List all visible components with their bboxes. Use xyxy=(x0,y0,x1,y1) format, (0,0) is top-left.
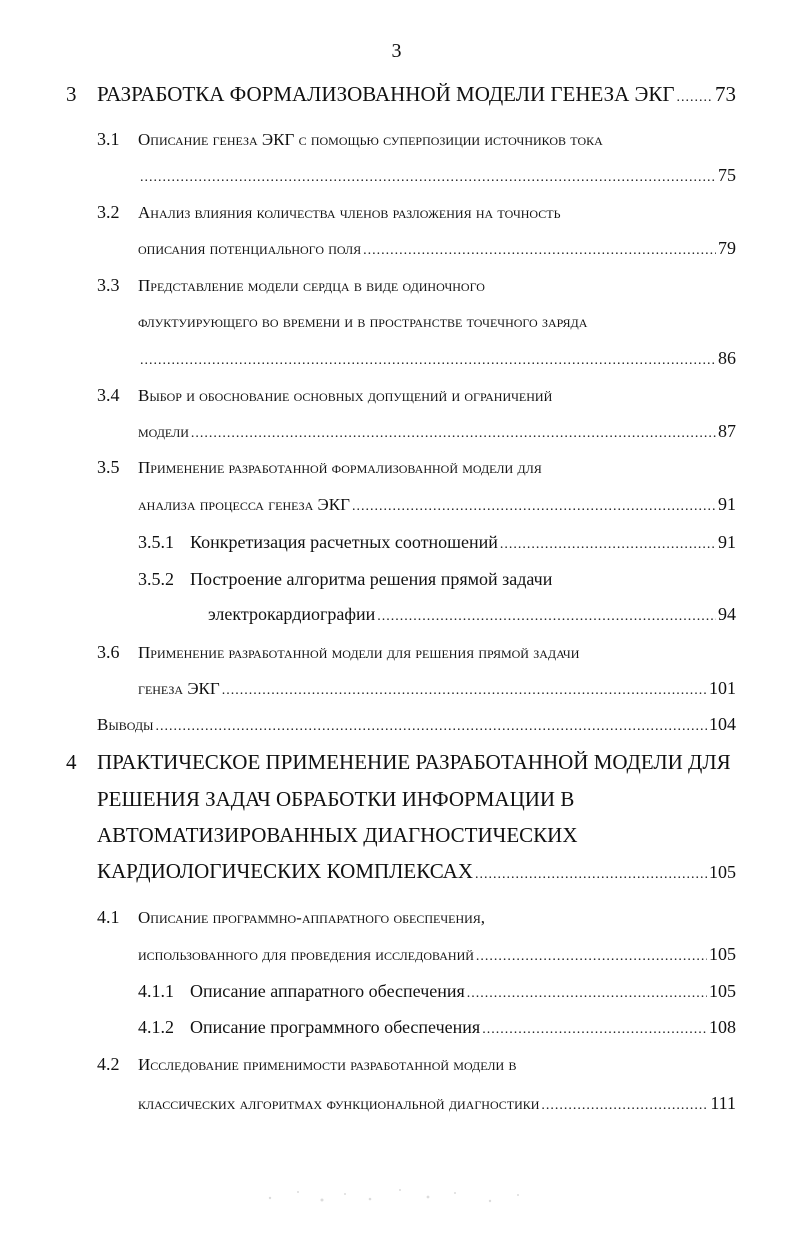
toc-title-cont: классических алгоритмах функциональной диагностики xyxy=(138,1094,540,1113)
toc-page: 75 xyxy=(718,165,736,185)
toc-number: 3.4 xyxy=(97,385,120,405)
toc-title: Описание аппаратного обеспечения xyxy=(190,981,465,1001)
toc-title: Выводы xyxy=(97,715,154,734)
toc-title-cont: использованного для проведения исследований xyxy=(138,945,474,964)
toc-number: 3.2 xyxy=(97,202,120,222)
toc-page: 104 xyxy=(709,714,736,734)
dot-leader xyxy=(500,538,716,552)
dot-leader xyxy=(352,500,716,514)
dot-leader xyxy=(475,868,707,882)
dot-leader xyxy=(482,1023,707,1037)
dot-leader xyxy=(377,610,716,624)
toc-title: Конкретизация расчетных соотношений xyxy=(190,532,498,552)
scan-noise-decoration xyxy=(250,1180,550,1210)
toc-title: Анализ влияния количества членов разложения на точность xyxy=(138,203,561,222)
toc-page: 73 xyxy=(715,82,736,106)
dot-leader xyxy=(541,1099,708,1113)
toc-number: 3.6 xyxy=(97,642,120,662)
toc-number: 3 xyxy=(66,82,77,106)
toc-page: 105 xyxy=(709,981,736,1001)
dot-leader xyxy=(677,91,713,105)
toc-number: 3.1 xyxy=(97,129,120,149)
toc-page: 111 xyxy=(710,1093,736,1113)
page-number: 3 xyxy=(391,40,402,62)
toc-title: Выбор и обоснование основных допущений и ограничений xyxy=(138,386,553,405)
dot-leader xyxy=(467,987,707,1001)
toc-number: 4.1 xyxy=(97,907,120,927)
toc-page: 86 xyxy=(718,348,736,368)
dot-leader xyxy=(156,720,707,734)
dot-leader xyxy=(476,950,707,964)
toc-number: 3.3 xyxy=(97,275,120,295)
toc-page: 105 xyxy=(709,944,736,964)
toc-title-cont: описания потенциального поля xyxy=(138,239,362,258)
toc-title: Применение разработанной формализованной модели для xyxy=(138,458,542,477)
toc-number: 3.5 xyxy=(97,457,120,477)
toc-title-cont: АВТОМАТИЗИРОВАННЫХ ДИАГНОСТИЧЕСКИХ xyxy=(97,823,578,847)
toc-title-cont: модели xyxy=(138,422,189,441)
toc-title-cont: электрокардиографии xyxy=(208,604,376,624)
toc-title-cont: РЕШЕНИЯ ЗАДАЧ ОБРАБОТКИ ИНФОРМАЦИИ В xyxy=(97,787,575,811)
toc-number: 4.1.2 xyxy=(138,1017,174,1037)
toc-page: 87 xyxy=(718,421,736,441)
dot-leader xyxy=(363,244,716,258)
toc-title-cont: КАРДИОЛОГИЧЕСКИХ КОМПЛЕКСАХ xyxy=(97,859,474,883)
toc-number: 3.5.2 xyxy=(138,569,174,589)
toc-number: 4 xyxy=(66,750,77,774)
toc-title: Построение алгоритма решения прямой задачи xyxy=(190,569,553,589)
toc-page: 91 xyxy=(718,494,736,514)
toc-title: Исследование применимости разработанной модели в xyxy=(138,1055,517,1074)
toc-title: Представление модели сердца в виде одиночного xyxy=(138,276,485,295)
toc-page: 108 xyxy=(709,1017,736,1037)
toc-page: 79 xyxy=(718,238,736,258)
toc-title-cont: анализа процесса генеза ЭКГ xyxy=(138,495,350,514)
toc-page: 101 xyxy=(709,678,736,698)
toc-page: 105 xyxy=(709,862,736,882)
toc-title: Описание программно-аппаратного обеспечения, xyxy=(138,908,486,927)
toc-number: 4.2 xyxy=(97,1054,120,1074)
toc-title: РАЗРАБОТКА ФОРМАЛИЗОВАННОЙ МОДЕЛИ ГЕНЕЗА ЭКГ xyxy=(97,82,675,106)
toc-page: 94 xyxy=(718,604,736,624)
toc-title: ПРАКТИЧЕСКОЕ ПРИМЕНЕНИЕ РАЗРАБОТАННОЙ МОДЕЛИ ДЛЯ xyxy=(97,750,731,774)
toc-title-cont: генеза ЭКГ xyxy=(138,679,220,698)
dot-leader xyxy=(191,427,716,441)
dot-leader xyxy=(222,684,707,698)
toc-number: 4.1.1 xyxy=(138,981,174,1001)
dot-leader xyxy=(140,354,716,368)
toc-page: 91 xyxy=(718,532,736,552)
toc-title-cont: флуктуирующего во времени и в пространстве точечного заряда xyxy=(138,312,588,331)
dot-leader xyxy=(140,171,716,185)
toc-title: Описание генеза ЭКГ с помощью суперпозиции источников тока xyxy=(138,130,603,149)
toc-number: 3.5.1 xyxy=(138,532,174,552)
toc-title: Применение разработанной модели для решения прямой задачи xyxy=(138,643,580,662)
toc-title: Описание программного обеспечения xyxy=(190,1017,481,1037)
